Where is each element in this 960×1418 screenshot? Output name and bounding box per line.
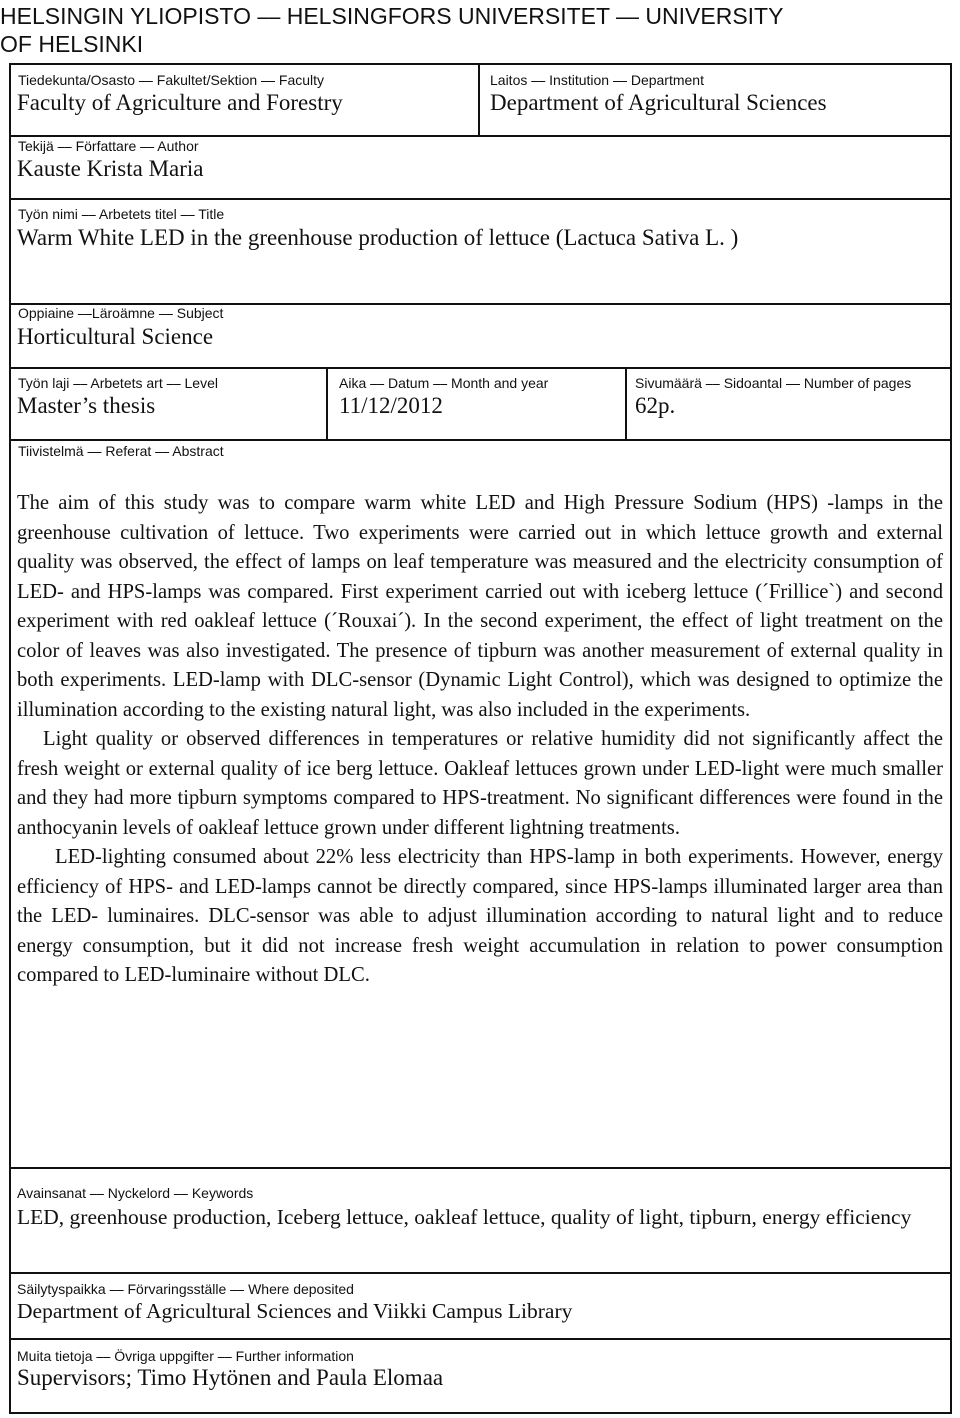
title-label: Työn nimi ⎯⎯ Arbetets titel ⎯⎯ Title — [18, 206, 225, 222]
faculty-department-divider — [478, 63, 480, 136]
author-label: Tekijä ⎯⎯ Författare ⎯⎯ Author — [18, 138, 199, 154]
subject-value: Horticultural Science — [17, 324, 214, 349]
university-header — [0, 2, 950, 58]
row1-bottom-rule — [9, 135, 952, 137]
abstract-bottom-rule — [9, 1167, 952, 1169]
level-row-bottom-rule — [9, 439, 952, 441]
deposited-bottom-rule — [9, 1338, 952, 1340]
level-label: Työn laji ⎯⎯ Arbetets art ⎯⎯ Level — [18, 375, 218, 391]
abstract-paragraph-3: LED-lighting consumed about 22% less electricity than HPS-lamp in both experiments. However, energy efficiency of HPS- and LED-lamps cannot be directly compared, since HPS-lamps illuminated larger area than the LED- luminaires. DLC-sensor was able to adjust illumination according to natural light and to reduce energy consumption, but it did not increase fresh weight accumulation in relation to power consumption compared to LED-luminaire without DLC. — [17, 846, 943, 986]
deposited-label: Säilytyspaikka ⎯⎯ Förvaringsställe ⎯⎯ Where deposited — [17, 1281, 354, 1297]
subject-label: Oppiaine ⎯⎯Läroämne ⎯⎯ Subject — [18, 305, 224, 321]
frame-top-rule — [9, 63, 952, 65]
pages-label: Sivumäärä ⎯⎯ Sidoantal ⎯⎯ Number of pages — [635, 375, 912, 391]
abstract-paragraph-2: Light quality or observed differences in temperatures or relative humidity did not significantly affect the fresh weight or external quality of ice berg lettuce. Oakleaf lettuces grown under LED-light were much smaller and they had more tipburn symptoms compared to HPS-treatment. No significant differences were found in the anthocyanin levels of oakleaf lettuce grown under different lightning treatments. — [17, 728, 943, 839]
university-header-line2: OF HELSINKI — [0, 31, 144, 57]
date-label: Aika ⎯⎯ Datum ⎯⎯ Month and year — [339, 375, 549, 391]
date-value: 11/12/2012 — [339, 393, 443, 418]
keywords-value: LED, greenhouse production, Iceberg lettuce, oakleaf lettuce, quality of light, tipburn, energy efficiency — [17, 1205, 912, 1229]
abstract-label: Tiivistelmä ⎯⎯ Referat ⎯⎯ Abstract — [18, 443, 224, 459]
level-date-divider — [326, 367, 328, 440]
university-header-line1: HELSINGIN YLIOPISTO ⎯⎯ HELSINGFORS UNIVERSITET ⎯⎯ UNIVERSITY — [0, 3, 784, 29]
department-label: Laitos ⎯⎯ Institution ⎯⎯ Department — [490, 72, 704, 88]
faculty-value: Faculty of Agriculture and Forestry — [17, 90, 343, 115]
author-value: Kauste Krista Maria — [17, 156, 204, 181]
frame-bottom-rule — [9, 1412, 952, 1414]
faculty-label: Tiedekunta/Osasto ⎯⎯ Fakultet/Sektion ⎯⎯ Faculty — [18, 72, 325, 88]
department-value: Department of Agricultural Sciences — [490, 90, 827, 115]
pages-value: 62p. — [635, 393, 676, 418]
further-info-label: Muita tietoja ⎯⎯ Övriga uppgifter ⎯⎯ Further information — [17, 1348, 354, 1364]
abstract-paragraph-1: The aim of this study was to compare warm white LED and High Pressure Sodium (HPS) -lamps in the greenhouse cultivation of lettuce. Two experiments were carried out in which lettuce growth and external quality was observed, the effect of lamps on leaf temperature was measured and the electricity consumption of LED- and HPS-lamps was compared. First experiment carried out with iceberg lettuce (´Frillice`) and second experiment with red oakleaf lettuce (´Rouxai´). In the second experiment, the effect of light treatment on the color of leaves was also investigated. The presence of tipburn was another measurement of external quality in both experiments. LED-lamp with DLC-sensor (Dynamic Light Control), which was designed to optimize the illumination according to the existing natural light, was also included in the experiments. — [17, 492, 943, 721]
subject-bottom-rule — [9, 367, 952, 369]
abstract-body — [17, 489, 943, 991]
keywords-bottom-rule — [9, 1272, 952, 1274]
title-value: Warm White LED in the greenhouse production of lettuce (Lactuca Sativa L. ) — [17, 225, 739, 250]
frame-left-rule — [9, 63, 11, 1414]
frame-right-rule — [950, 63, 952, 1414]
further-info-value: Supervisors; Timo Hytönen and Paula Elomaa — [17, 1365, 444, 1390]
level-value: Master’s thesis — [17, 393, 156, 418]
author-bottom-rule — [9, 198, 952, 200]
date-pages-divider — [625, 367, 627, 440]
keywords-label: Avainsanat ⎯⎯ Nyckelord ⎯⎯ Keywords — [17, 1185, 254, 1201]
deposited-value: Department of Agricultural Sciences and Viikki Campus Library — [17, 1299, 573, 1323]
